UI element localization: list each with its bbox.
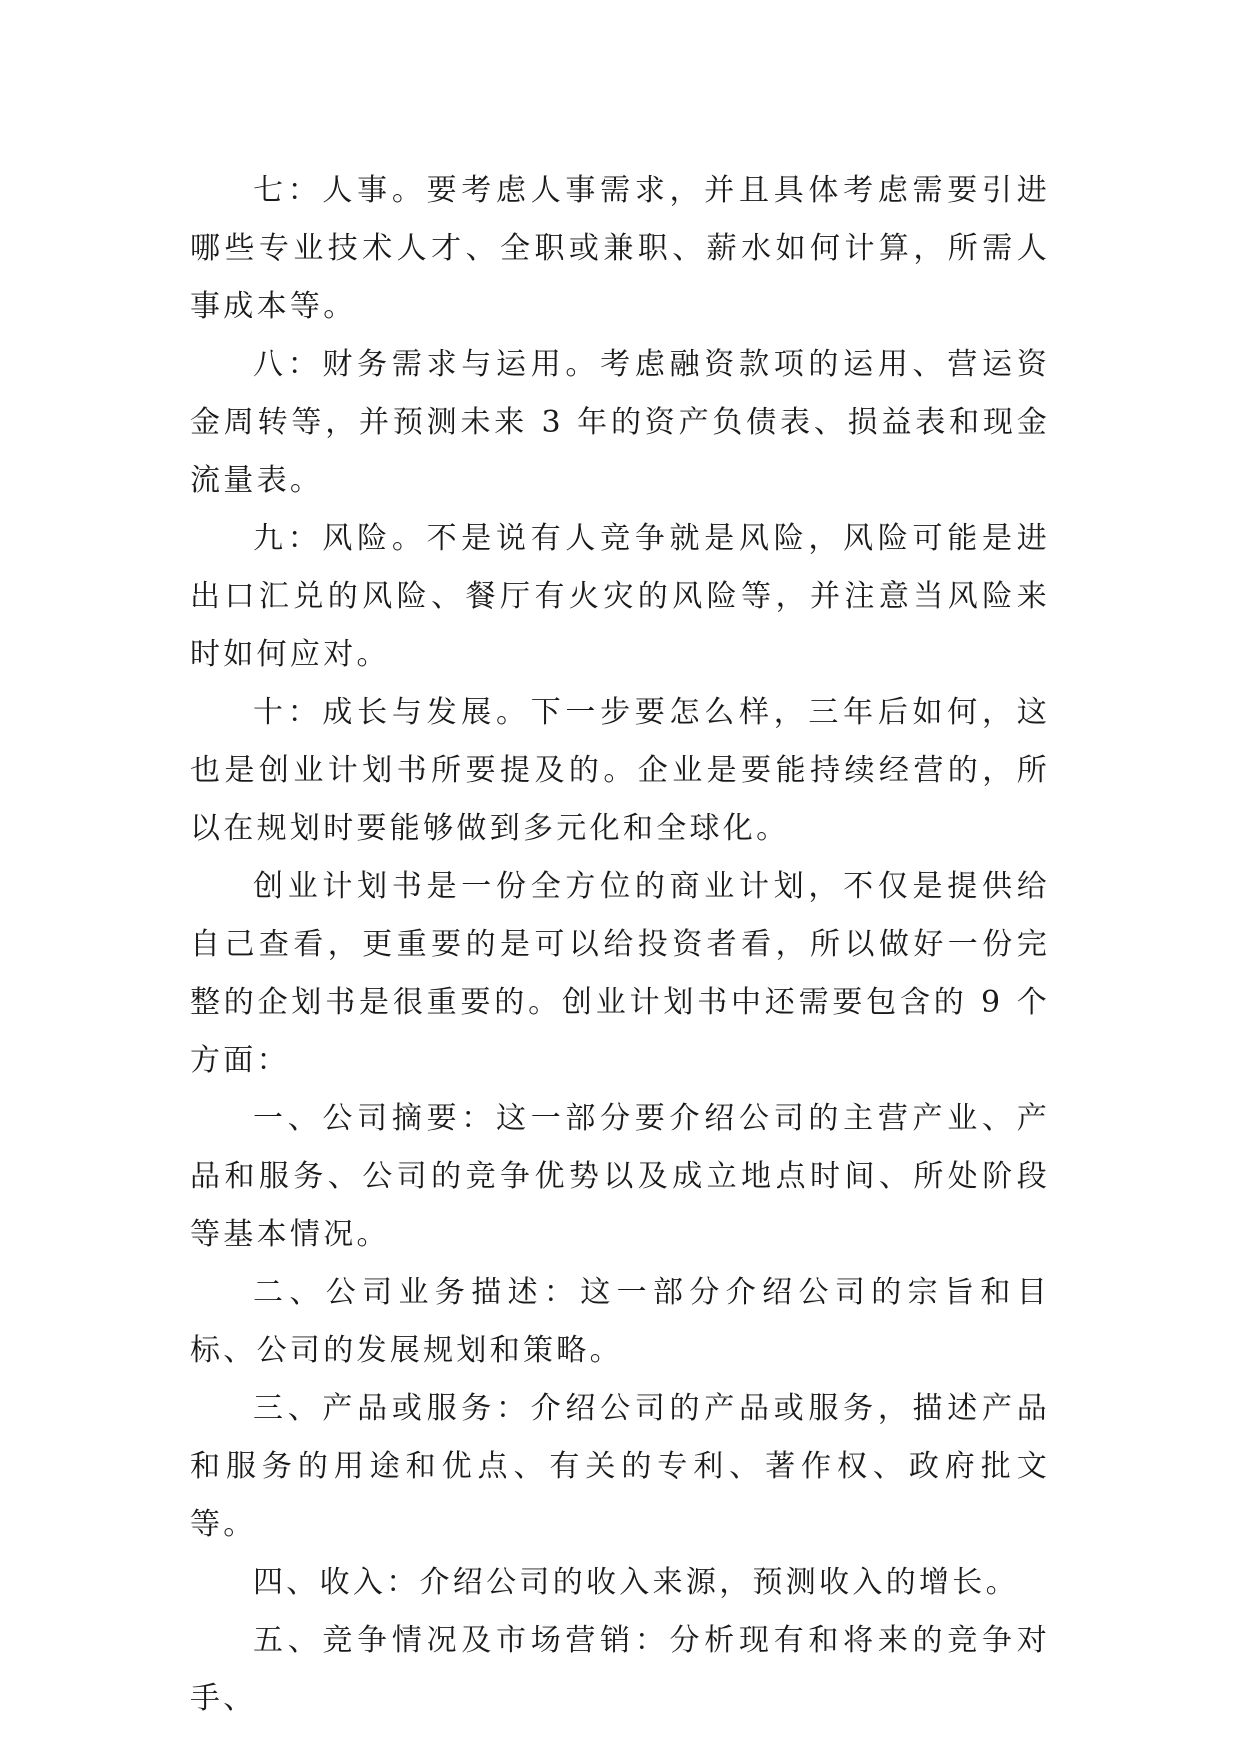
paragraph-revenue: 四、收入：介绍公司的收入来源，预测收入的增长。 [253,1565,1019,1600]
paragraph-plan-overview: 创业计划书是一份全方位的商业计划，不仅是提供给自己查看，更重要的是可以给投资者看，所以做好一份完整的企划书是很重要的。创业计划书中还需要包含的 9 个方面： [190,869,1050,1078]
paragraph-business-description: 二、公司业务描述：这一部分介绍公司的宗旨和目标、公司的发展规划和策略。 [190,1275,1050,1368]
paragraph-finance: 八：财务需求与运用。考虑融资款项的运用、营运资金周转等，并预测未来 3 年的资产负债表、损益表和现金流量表。 [190,347,1050,498]
paragraph-competition-marketing: 五、竞争情况及市场营销：分析现有和将来的竞争对手、 [190,1623,1050,1716]
paragraph-personnel: 七：人事。要考虑人事需求，并且具体考虑需要引进哪些专业技术人才、全职或兼职、薪水如何计算，所需人事成本等。 [190,173,1050,324]
paragraph-risk: 九：风险。不是说有人竞争就是风险，风险可能是进出口汇兑的风险、餐厅有火灾的风险等，并注意当风险来时如何应对。 [190,521,1050,672]
paragraph-company-summary: 一、公司摘要：这一部分要介绍公司的主营产业、产品和服务、公司的竞争优势以及成立地点时间、所处阶段等基本情况。 [190,1101,1050,1252]
document-body [190,162,1050,1728]
paragraph-growth: 十：成长与发展。下一步要怎么样，三年后如何，这也是创业计划书所要提及的。企业是要能持续经营的，所以在规划时要能够做到多元化和全球化。 [190,695,1050,846]
paragraph-products-services: 三、产品或服务：介绍公司的产品或服务，描述产品和服务的用途和优点、有关的专利、著作权、政府批文等。 [190,1391,1050,1542]
